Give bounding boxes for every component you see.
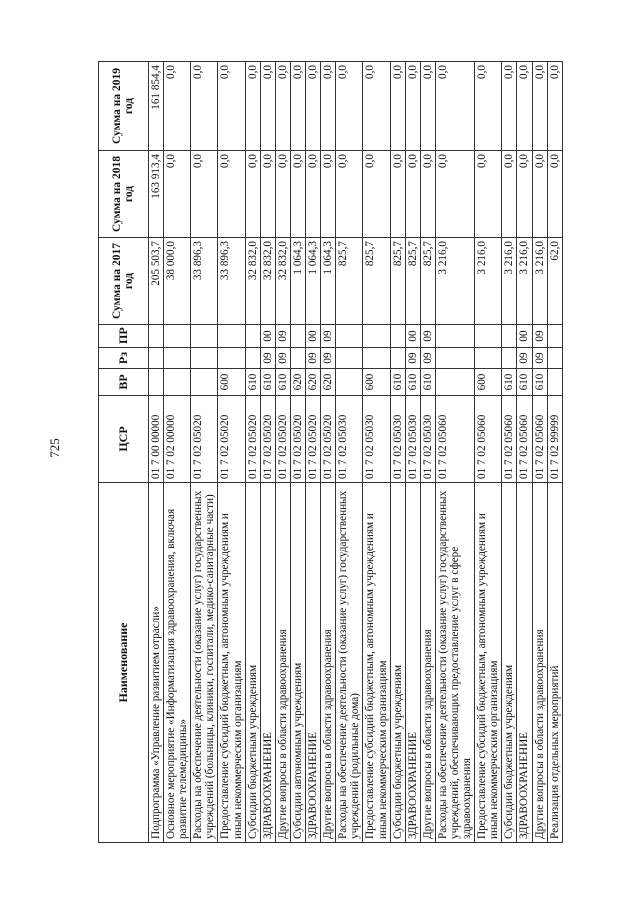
table-header-row: [99, 62, 149, 843]
row-rz: 09: [405, 348, 420, 369]
row-name: ЗДРАВООХРАНЕНИЕ: [517, 483, 532, 843]
row-pr: [218, 325, 245, 348]
row-sum-2018: 0,0: [390, 151, 405, 238]
row-name: ЗДРАВООХРАНЕНИЕ: [260, 483, 275, 843]
row-pr: [149, 325, 164, 348]
row-sum-2019: 161 854,4: [149, 62, 164, 151]
row-vr: 610: [420, 369, 435, 396]
table-row: [218, 62, 245, 843]
row-vr: 610: [405, 369, 420, 396]
row-name: ЗДРАВООХРАНЕНИЕ: [405, 483, 420, 843]
row-vr: [435, 369, 474, 396]
row-sum-2019: 0,0: [475, 62, 502, 151]
row-rz: [290, 348, 305, 369]
row-sum-2017: 38 000,0: [164, 238, 191, 325]
row-sum-2018: 0,0: [532, 151, 547, 238]
row-sum-2018: 0,0: [517, 151, 532, 238]
row-sum-2017: 205 503,7: [149, 238, 164, 325]
row-name: ЗДРАВООХРАНЕНИЕ: [306, 483, 321, 843]
row-rz: 09: [420, 348, 435, 369]
row-sum-2017: 1 064,3: [306, 238, 321, 325]
row-rz: [547, 348, 562, 369]
row-sum-2019: 0,0: [218, 62, 245, 151]
row-sum-2019: 0,0: [290, 62, 305, 151]
row-sum-2018: 0,0: [164, 151, 191, 238]
table-row: [245, 62, 260, 843]
row-rz: 09: [260, 348, 275, 369]
row-sum-2017: 825,7: [390, 238, 405, 325]
row-sum-2018: 0,0: [275, 151, 290, 238]
row-vr: [164, 369, 191, 396]
row-sum-2018: 0,0: [321, 151, 336, 238]
row-sum-2018: 0,0: [363, 151, 390, 238]
row-vr: 610: [390, 369, 405, 396]
row-sum-2019: 0,0: [245, 62, 260, 151]
row-sum-2019: 0,0: [517, 62, 532, 151]
row-rz: [435, 348, 474, 369]
row-sum-2019: 0,0: [164, 62, 191, 151]
row-sum-2018: 0,0: [290, 151, 305, 238]
row-sum-2019: 0,0: [405, 62, 420, 151]
row-csr: 01 7 02 05020: [245, 396, 260, 483]
row-sum-2017: 32 832,0: [275, 238, 290, 325]
page-number: 725: [46, 438, 62, 458]
row-vr: 600: [475, 369, 502, 396]
table-body: [149, 62, 563, 843]
row-name: Другие вопросы в области здравоохранения: [275, 483, 290, 843]
header-name: Наименование: [99, 483, 149, 843]
row-csr: 01 7 02 05020: [321, 396, 336, 483]
header-pr: ПР: [99, 325, 149, 348]
row-rz: [218, 348, 245, 369]
row-rz: [149, 348, 164, 369]
row-csr: 01 7 02 05020: [260, 396, 275, 483]
row-csr: 01 7 02 05020: [306, 396, 321, 483]
row-sum-2017: 3 216,0: [532, 238, 547, 325]
row-name: Другие вопросы в области здравоохранения: [420, 483, 435, 843]
table-row: [435, 62, 474, 843]
row-pr: 00: [405, 325, 420, 348]
row-name: Субсидии бюджетным учреждениям: [502, 483, 517, 843]
row-rz: [245, 348, 260, 369]
row-vr: [547, 369, 562, 396]
table-row: [260, 62, 275, 843]
row-sum-2019: 0,0: [321, 62, 336, 151]
row-vr: 610: [275, 369, 290, 396]
row-csr: 01 7 02 05030: [363, 396, 390, 483]
row-sum-2019: 0,0: [191, 62, 218, 151]
row-sum-2018: 0,0: [191, 151, 218, 238]
header-sum-2018: Сумма на 2018 год: [99, 151, 149, 238]
row-sum-2019: 0,0: [532, 62, 547, 151]
table-row: [475, 62, 502, 843]
row-csr: 01 7 02 05020: [290, 396, 305, 483]
row-sum-2018: 0,0: [435, 151, 474, 238]
row-sum-2017: 825,7: [363, 238, 390, 325]
row-sum-2017: 825,7: [405, 238, 420, 325]
row-csr: 01 7 02 05030: [420, 396, 435, 483]
row-pr: 09: [532, 325, 547, 348]
row-sum-2019: 0,0: [547, 62, 562, 151]
row-rz: [475, 348, 502, 369]
row-vr: 620: [290, 369, 305, 396]
row-sum-2018: 0,0: [502, 151, 517, 238]
row-name: Расходы на обеспечение деятельности (оказание услуг) государственных учреждений, обеспечивающих предоставление услуг в сфере здравоохранения: [435, 483, 474, 843]
rotated-page-content: [98, 62, 591, 843]
row-pr: [502, 325, 517, 348]
row-sum-2017: 825,7: [420, 238, 435, 325]
row-sum-2019: 0,0: [390, 62, 405, 151]
row-sum-2018: 0,0: [405, 151, 420, 238]
row-sum-2017: 33 896,3: [218, 238, 245, 325]
row-csr: 01 7 02 05030: [390, 396, 405, 483]
row-pr: [363, 325, 390, 348]
row-rz: [502, 348, 517, 369]
row-pr: [547, 325, 562, 348]
row-sum-2017: 33 896,3: [191, 238, 218, 325]
row-sum-2019: 0,0: [502, 62, 517, 151]
row-csr: 01 7 02 05020: [191, 396, 218, 483]
row-rz: 09: [321, 348, 336, 369]
row-sum-2017: 1 064,3: [321, 238, 336, 325]
table-row: [390, 62, 405, 843]
table-row: [149, 62, 164, 843]
row-name: Субсидии бюджетным учреждениям: [390, 483, 405, 843]
row-rz: 09: [275, 348, 290, 369]
row-sum-2019: 0,0: [336, 62, 363, 151]
table-row: [420, 62, 435, 843]
row-name: Основное мероприятие «Информатизация здравоохранения, включая развитие телемедицины»: [164, 483, 191, 843]
row-vr: 610: [517, 369, 532, 396]
row-csr: 01 7 00 00000: [149, 396, 164, 483]
row-name: Другие вопросы в области здравоохранения: [321, 483, 336, 843]
row-name: Предоставление субсидий бюджетным, автономным учреждениям и иным некоммерческим организациям: [218, 483, 245, 843]
row-rz: [164, 348, 191, 369]
row-vr: 610: [502, 369, 517, 396]
table-row: [547, 62, 562, 843]
row-pr: 09: [420, 325, 435, 348]
row-csr: 01 7 02 00000: [164, 396, 191, 483]
row-name: Субсидии автономным учреждениям: [290, 483, 305, 843]
row-sum-2018: 0,0: [245, 151, 260, 238]
table-row: [405, 62, 420, 843]
row-vr: [149, 369, 164, 396]
row-sum-2017: 32 832,0: [260, 238, 275, 325]
table-row: [290, 62, 305, 843]
row-sum-2019: 0,0: [260, 62, 275, 151]
row-pr: [290, 325, 305, 348]
row-rz: 09: [532, 348, 547, 369]
header-sum-2017: Сумма на 2017 год: [99, 238, 149, 325]
row-pr: 09: [275, 325, 290, 348]
budget-table: [98, 61, 563, 843]
row-vr: 620: [306, 369, 321, 396]
table-row: [532, 62, 547, 843]
row-sum-2017: 3 216,0: [475, 238, 502, 325]
row-rz: [191, 348, 218, 369]
row-sum-2017: 3 216,0: [435, 238, 474, 325]
row-name: Расходы на обеспечение деятельности (оказание услуг) государственных учреждений (родильные дома): [336, 483, 363, 843]
row-csr: 01 7 02 05060: [475, 396, 502, 483]
row-name: Подпрограмма «Управление развитием отрасли»: [149, 483, 164, 843]
table-row: [306, 62, 321, 843]
row-sum-2018: 163 913,4: [149, 151, 164, 238]
row-csr: 01 7 02 99999: [547, 396, 562, 483]
row-csr: 01 7 02 05020: [218, 396, 245, 483]
table-row: [164, 62, 191, 843]
header-sum-2019: Сумма на 2019 год: [99, 62, 149, 151]
header-csr: ЦСР: [99, 396, 149, 483]
row-vr: [336, 369, 363, 396]
row-pr: [435, 325, 474, 348]
row-sum-2018: 0,0: [475, 151, 502, 238]
row-sum-2017: 1 064,3: [290, 238, 305, 325]
row-name: Расходы на обеспечение деятельности (оказание услуг) государственных учреждений (больницы, клиники, госпитали, медико-санитарные части): [191, 483, 218, 843]
row-sum-2019: 0,0: [435, 62, 474, 151]
row-vr: 620: [321, 369, 336, 396]
row-rz: [336, 348, 363, 369]
row-csr: 01 7 02 05020: [275, 396, 290, 483]
row-sum-2018: 0,0: [420, 151, 435, 238]
row-sum-2019: 0,0: [363, 62, 390, 151]
row-csr: 01 7 02 05060: [502, 396, 517, 483]
row-rz: 09: [517, 348, 532, 369]
row-name: Предоставление субсидий бюджетным, автономным учреждениям и иным некоммерческим организациям: [475, 483, 502, 843]
row-pr: [245, 325, 260, 348]
row-sum-2017: 62,0: [547, 238, 562, 325]
header-rz: Рз: [99, 348, 149, 369]
row-csr: 01 7 02 05060: [435, 396, 474, 483]
row-sum-2019: 0,0: [420, 62, 435, 151]
row-vr: [191, 369, 218, 396]
row-pr: [390, 325, 405, 348]
row-pr: [191, 325, 218, 348]
row-csr: 01 7 02 05030: [405, 396, 420, 483]
header-vr: ВР: [99, 369, 149, 396]
row-rz: [363, 348, 390, 369]
row-sum-2018: 0,0: [547, 151, 562, 238]
row-sum-2018: 0,0: [218, 151, 245, 238]
row-vr: 600: [218, 369, 245, 396]
table-row: [191, 62, 218, 843]
row-pr: [475, 325, 502, 348]
row-sum-2018: 0,0: [336, 151, 363, 238]
table-row: [336, 62, 363, 843]
table-row: [502, 62, 517, 843]
row-sum-2019: 0,0: [306, 62, 321, 151]
row-rz: [390, 348, 405, 369]
row-sum-2017: 3 216,0: [502, 238, 517, 325]
table-row: [275, 62, 290, 843]
row-sum-2017: 3 216,0: [517, 238, 532, 325]
row-pr: [164, 325, 191, 348]
row-csr: 01 7 02 05060: [517, 396, 532, 483]
row-sum-2017: 32 832,0: [245, 238, 260, 325]
row-sum-2017: 825,7: [336, 238, 363, 325]
row-rz: 09: [306, 348, 321, 369]
row-pr: [336, 325, 363, 348]
row-pr: 00: [517, 325, 532, 348]
row-vr: 610: [532, 369, 547, 396]
row-name: Предоставление субсидий бюджетным, автономным учреждениям и иным некоммерческим организациям: [363, 483, 390, 843]
row-pr: 00: [260, 325, 275, 348]
row-pr: 00: [306, 325, 321, 348]
row-sum-2018: 0,0: [306, 151, 321, 238]
row-pr: 09: [321, 325, 336, 348]
row-vr: 610: [245, 369, 260, 396]
row-name: Реализация отдельных мероприятий: [547, 483, 562, 843]
row-name: Другие вопросы в области здравоохранения: [532, 483, 547, 843]
row-csr: 01 7 02 05030: [336, 396, 363, 483]
row-vr: 600: [363, 369, 390, 396]
table-row: [321, 62, 336, 843]
table-row: [363, 62, 390, 843]
table-row: [517, 62, 532, 843]
row-sum-2018: 0,0: [260, 151, 275, 238]
row-name: Субсидии бюджетным учреждениям: [245, 483, 260, 843]
row-sum-2019: 0,0: [275, 62, 290, 151]
row-vr: 610: [260, 369, 275, 396]
row-csr: 01 7 02 05060: [532, 396, 547, 483]
